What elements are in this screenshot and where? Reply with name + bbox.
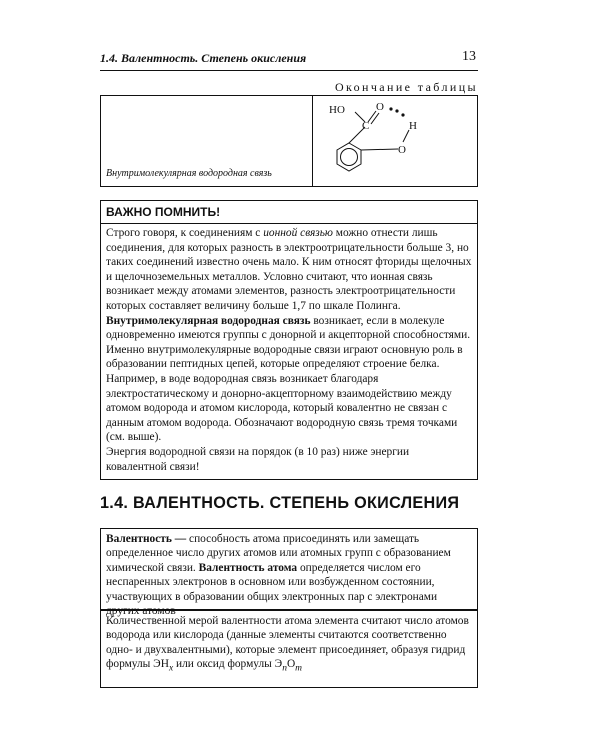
carbonyl-double-bond-b <box>371 113 379 124</box>
valence-term: Валентность — <box>106 533 187 545</box>
oxide-subscript-m: m <box>295 663 303 674</box>
ho-label: HO <box>329 104 345 116</box>
table-continuation-label: Окончание таблицы <box>334 80 478 94</box>
important-note-title: ВАЖНО ПОМНИТЬ! <box>101 201 477 224</box>
note-paragraph-hbond <box>106 314 472 372</box>
ring-to-oxygen-bond <box>361 149 398 150</box>
running-head-title: 1.4. Валентность. Степень окисления <box>100 51 307 65</box>
note-paragraph-water: Например, в воде водородная связь возникает благодаря электростатическому и донорно-акцепторному взаимодействию между атомом водорода и атомом кислорода, который ковалентно не связан с данным атомом водорода. Обозначают водородную связь тремя точками (см. выше). <box>106 372 458 444</box>
valence-definition-box <box>100 528 478 618</box>
note-term: Внутримолекулярная водородная связь <box>106 314 311 327</box>
bond-table <box>100 95 478 187</box>
salicylic-acid-structure <box>313 96 478 186</box>
carbonyl-oxygen-label: O <box>376 101 384 113</box>
valence-atom-text: определяется числом его неспаренных электронов в основном или возбужденном состоянии, участвующих в образовании общих электронных пар с электронами других атомов <box>106 561 438 618</box>
running-head <box>100 48 478 71</box>
note-paragraph-energy: Энергия водородной связи на порядок (в 10 раз) ниже энергии ковалентной связи! <box>106 445 410 473</box>
valence-measure-text <box>101 611 477 676</box>
measure-text: Количественной мерой валентности атома элемента считают число атомов водорода или кислорода (данные элементы считаются соответственно одно- и двухвалентными), которые элемент присоединяет, образуя гидрид формулы ЭН <box>106 615 469 671</box>
valence-measure-box <box>100 610 478 688</box>
note-text: возникает, если в молекуле одновременно имеются группы с донорной и акцепторной способностями. Именно внутримолекулярные водородные связи играют основную роль в образовании пептидных цепей, которые определяют строение белка. <box>106 314 471 371</box>
note-text: Строго говоря, к соединениям с <box>106 227 264 239</box>
table-row-caption: Внутримолекулярная водородная связь <box>106 168 272 179</box>
carbon-label: C <box>362 120 370 132</box>
valence-definition-text <box>101 529 477 618</box>
note-paragraph-ionic <box>106 226 472 314</box>
important-note-body <box>101 224 477 474</box>
important-note-box <box>100 200 478 480</box>
oxide-subscript-n: n <box>282 663 287 674</box>
note-text: можно отнести лишь соединения, для которых разность в электроотрицательности больше 3, но таких соединений известно очень мало. К ним относят фториды щелочных и щелочноземельных металлов. Условно считают, что ионная связь возникает между атомами элементов, разность электроотрицательности которых составляет величину больше 1,7 по шкале Полинга. <box>106 227 472 312</box>
valence-atom-term: Валентность атома <box>198 561 298 574</box>
measure-text: или оксид формулы Э <box>173 658 283 671</box>
hydrogen-bond-dots <box>389 107 404 116</box>
hydrogen-label: H <box>409 120 417 132</box>
aromatic-circle <box>341 149 358 166</box>
valence-text: способность атома присоединять или замещать определенное число других атомов или атомных групп с образованием химической связи. <box>106 533 451 574</box>
ring-oxygen-label: O <box>398 144 406 156</box>
oxide-oxygen: O <box>286 658 296 671</box>
hydride-subscript: x <box>168 663 174 674</box>
section-heading: 1.4. ВАЛЕНТНОСТЬ. СТЕПЕНЬ ОКИСЛЕНИЯ <box>100 494 460 512</box>
note-emphasis: ионной связью <box>263 227 333 239</box>
page-number: 13 <box>462 49 476 64</box>
